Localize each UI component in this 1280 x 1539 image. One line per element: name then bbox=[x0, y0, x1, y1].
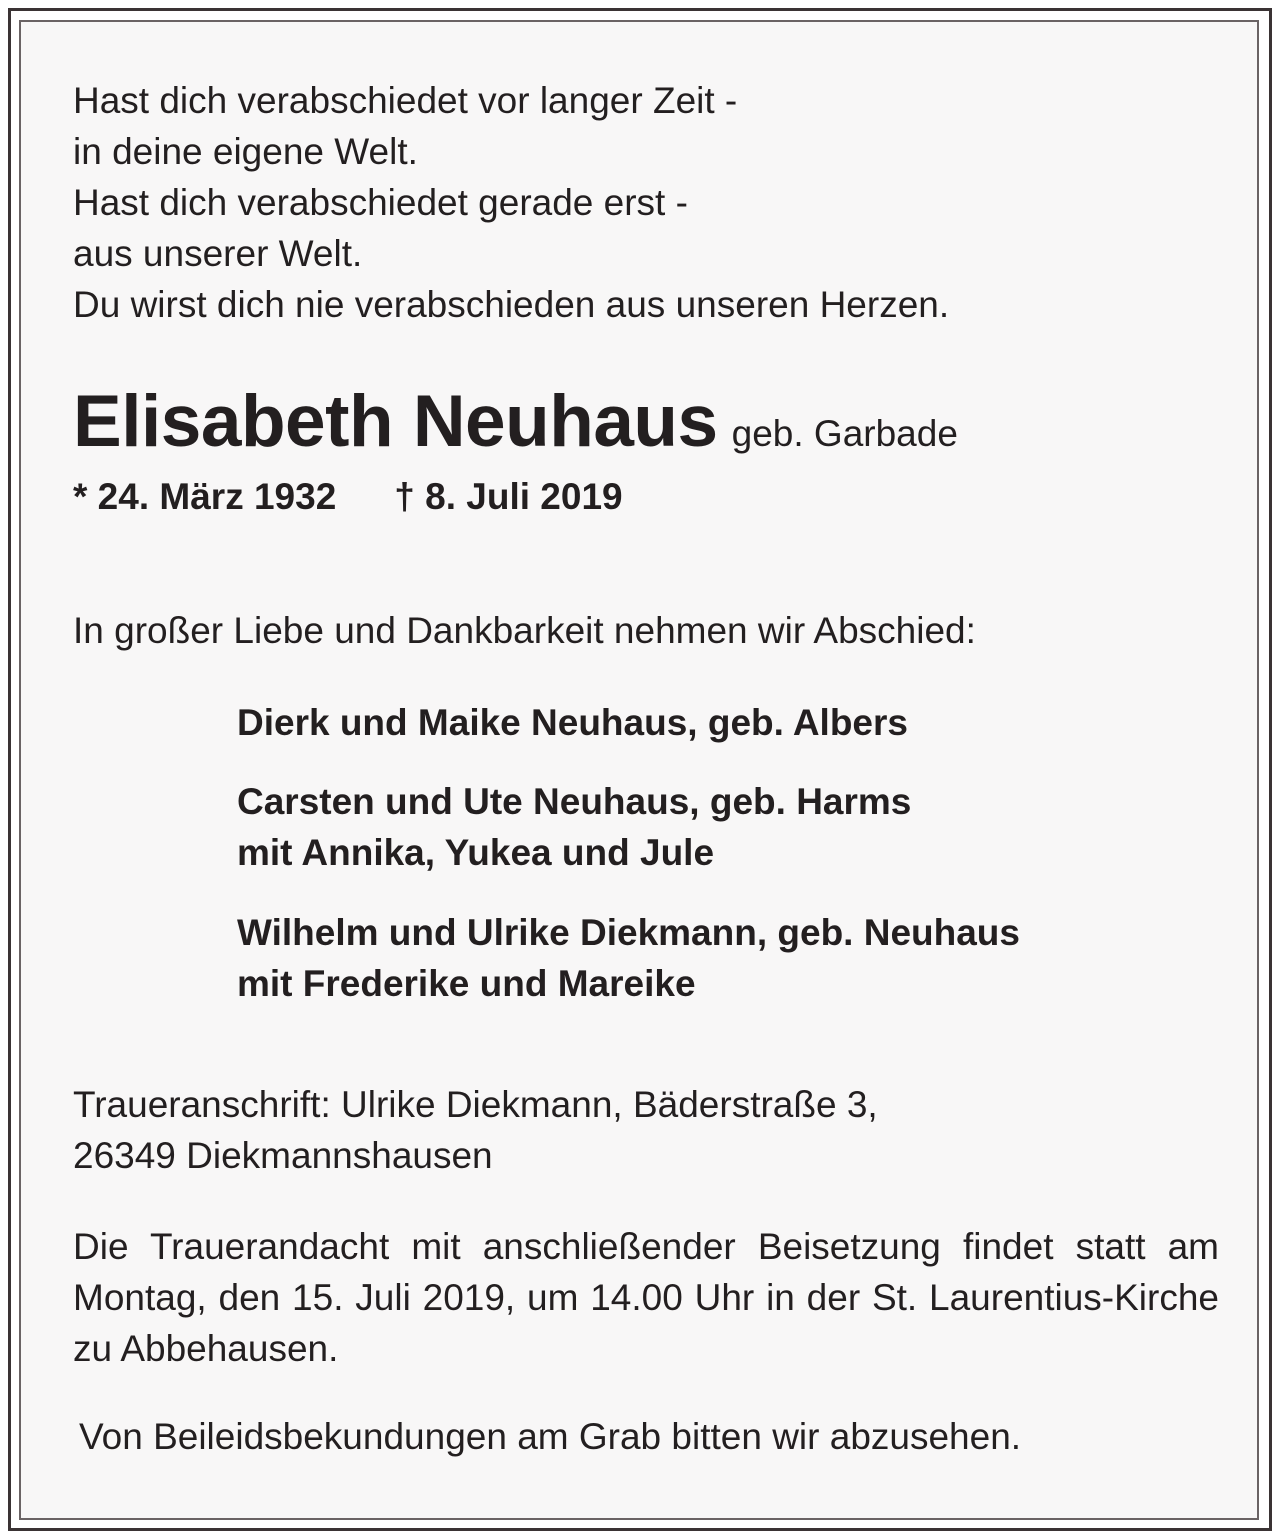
deceased-heading bbox=[73, 380, 958, 463]
poem-line: Hast dich verabschiedet gerade erst - bbox=[73, 182, 688, 223]
family-line: mit Frederike und Mareike bbox=[237, 963, 696, 1004]
farewell-text: In großer Liebe und Dankbarkeit nehmen wir Abschied: bbox=[73, 610, 976, 651]
family-group bbox=[237, 907, 1020, 1009]
poem bbox=[73, 75, 949, 330]
birth-date: * 24. März 1932 bbox=[73, 476, 337, 517]
deceased-birth-name: geb. Garbade bbox=[731, 413, 958, 454]
address-line: 26349 Diekmannshausen bbox=[73, 1135, 493, 1176]
poem-line: in deine eigene Welt. bbox=[73, 131, 418, 172]
family-line: Wilhelm und Ulrike Diekmann, geb. Neuhaus bbox=[237, 912, 1020, 953]
family-group bbox=[237, 697, 908, 748]
mourning-address bbox=[73, 1079, 878, 1181]
deceased-name: Elisabeth Neuhaus bbox=[73, 381, 718, 462]
life-dates bbox=[73, 476, 623, 518]
poem-line: aus unserer Welt. bbox=[73, 233, 363, 274]
address-line: Traueranschrift: Ulrike Diekmann, Bäderstraße 3, bbox=[73, 1084, 878, 1125]
death-date: † 8. Juli 2019 bbox=[394, 476, 623, 517]
poem-line: Du wirst dich nie verabschieden aus unseren Herzen. bbox=[73, 284, 950, 325]
closing-text: Von Beileidsbekundungen am Grab bitten wir abzusehen. bbox=[79, 1416, 1022, 1457]
family-line: mit Annika, Yukea und Jule bbox=[237, 832, 715, 873]
family-line: Dierk und Maike Neuhaus, geb. Albers bbox=[237, 702, 908, 743]
family-group bbox=[237, 776, 911, 878]
service-text: Die Trauerandacht mit anschließender Beisetzung findet statt am Montag, den 15. Juli 2019, um 14.00 Uhr in der St. Laurentius-Kirche zu Abbehausen. bbox=[73, 1226, 1219, 1369]
poem-line: Hast dich verabschiedet vor langer Zeit - bbox=[73, 80, 738, 121]
family-line: Carsten und Ute Neuhaus, geb. Harms bbox=[237, 781, 912, 822]
